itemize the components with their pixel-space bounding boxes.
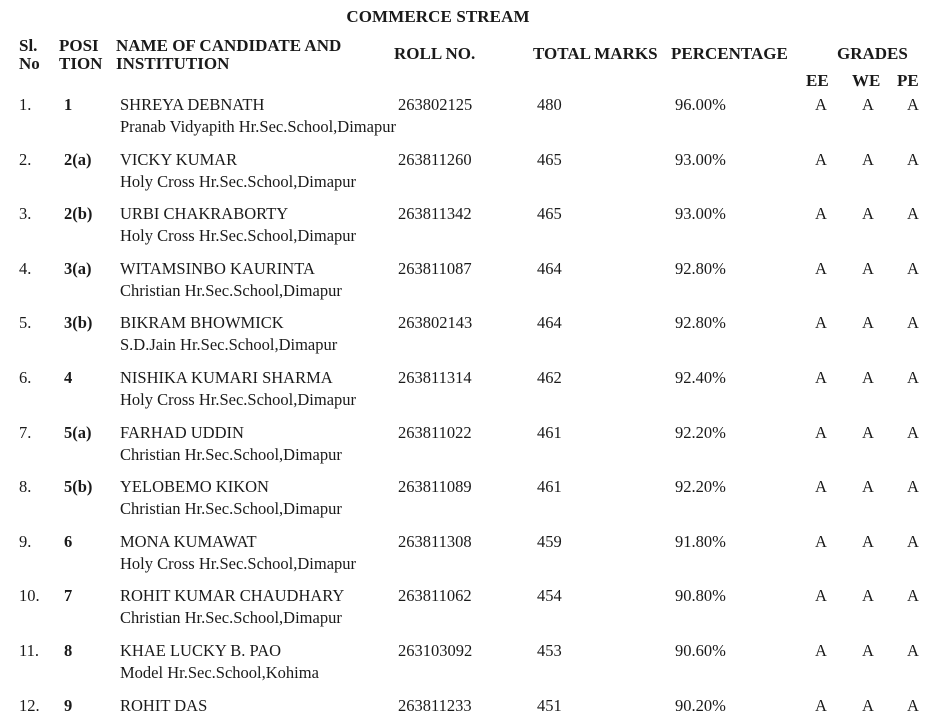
cell-total-marks: 465 [537, 150, 562, 169]
cell-candidate-name: ROHIT DAS [120, 696, 208, 715]
cell-position: 5(b) [64, 477, 93, 496]
cell-position: 3(a) [64, 259, 92, 278]
cell-candidate-name: WITAMSINBO KAURINTA [120, 259, 315, 278]
cell-grade-we: A [862, 641, 874, 660]
cell-institution: Model Hr.Sec.School,Kohima [120, 663, 319, 682]
cell-grade-we: A [862, 532, 874, 551]
cell-roll-no: 263811087 [398, 259, 472, 278]
cell-total-marks: 459 [537, 532, 562, 551]
cell-total-marks: 465 [537, 204, 562, 223]
cell-candidate-name: MONA KUMAWAT [120, 532, 257, 551]
cell-sl: 6. [19, 368, 32, 387]
cell-grade-pe: A [907, 477, 919, 496]
cell-roll-no: 263811342 [398, 204, 472, 223]
cell-grade-ee: A [815, 532, 827, 551]
cell-candidate-name: VICKY KUMAR [120, 150, 238, 169]
cell-grade-ee: A [815, 150, 827, 169]
cell-position: 5(a) [64, 423, 92, 442]
cell-grade-we: A [862, 368, 874, 387]
cell-institution: Holy Cross Hr.Sec.School,Dimapur [120, 554, 357, 573]
cell-candidate-name: BIKRAM BHOWMICK [120, 313, 284, 332]
cell-sl: 10. [19, 586, 40, 605]
cell-candidate-name: NISHIKA KUMARI SHARMA [120, 368, 333, 387]
page-title: COMMERCE STREAM [346, 7, 530, 26]
cell-sl: 3. [19, 204, 32, 223]
cell-grade-ee: A [815, 313, 827, 332]
cell-grade-ee: A [815, 696, 827, 715]
cell-institution: Christian Hr.Sec.School,Dimapur [120, 445, 342, 464]
cell-grade-pe: A [907, 313, 919, 332]
header-total-marks: TOTAL MARKS [533, 44, 658, 63]
cell-percentage: 91.80% [675, 532, 726, 551]
cell-total-marks: 453 [537, 641, 562, 660]
cell-roll-no: 263811022 [398, 423, 472, 442]
cell-total-marks: 462 [537, 368, 562, 387]
cell-candidate-name: SHREYA DEBNATH [120, 95, 265, 114]
cell-institution: Holy Cross Hr.Sec.School,Dimapur [120, 226, 357, 245]
cell-grade-we: A [862, 95, 874, 114]
cell-position: 3(b) [64, 313, 93, 332]
cell-institution: Holy Cross Hr.Sec.School,Dimapur [120, 390, 357, 409]
cell-grade-ee: A [815, 586, 827, 605]
cell-candidate-name: FARHAD UDDIN [120, 423, 244, 442]
cell-sl: 11. [19, 641, 40, 660]
cell-percentage: 96.00% [675, 95, 726, 114]
cell-total-marks: 461 [537, 423, 562, 442]
cell-grade-ee: A [815, 204, 827, 223]
cell-grade-pe: A [907, 641, 919, 660]
cell-position: 1 [64, 95, 73, 114]
cell-position: 7 [64, 586, 73, 605]
cell-grade-we: A [862, 423, 874, 442]
cell-total-marks: 451 [537, 696, 562, 715]
cell-candidate-name: URBI CHAKRABORTY [120, 204, 289, 223]
cell-institution: Christian Hr.Sec.School,Dimapur [120, 608, 342, 627]
cell-sl: 1. [19, 95, 32, 114]
cell-percentage: 92.20% [675, 477, 726, 496]
cell-grade-we: A [862, 259, 874, 278]
cell-sl: 12. [19, 696, 40, 715]
cell-roll-no: 263811308 [398, 532, 472, 551]
cell-total-marks: 464 [537, 259, 562, 278]
cell-position: 4 [64, 368, 73, 387]
cell-sl: 8. [19, 477, 32, 496]
cell-grade-we: A [862, 696, 874, 715]
header-grade-ee: EE [806, 71, 829, 90]
cell-percentage: 92.40% [675, 368, 726, 387]
cell-roll-no: 263811233 [398, 696, 472, 715]
cell-percentage: 92.80% [675, 259, 726, 278]
header-grade-pe: PE [897, 71, 919, 90]
header-position: POSI TION [59, 36, 103, 73]
header-sl: Sl. No [19, 36, 40, 73]
cell-roll-no: 263802143 [398, 313, 473, 332]
cell-grade-pe: A [907, 204, 919, 223]
cell-grade-we: A [862, 586, 874, 605]
cell-institution: Pranab Vidyapith Hr.Sec.School,Dimapur [120, 117, 396, 136]
cell-grade-pe: A [907, 259, 919, 278]
cell-sl: 9. [19, 532, 32, 551]
cell-roll-no: 263811062 [398, 586, 472, 605]
cell-sl: 2. [19, 150, 32, 169]
cell-total-marks: 464 [537, 313, 562, 332]
cell-grade-ee: A [815, 641, 827, 660]
cell-percentage: 92.20% [675, 423, 726, 442]
cell-position: 9 [64, 696, 73, 715]
cell-percentage: 90.80% [675, 586, 726, 605]
cell-candidate-name: ROHIT KUMAR CHAUDHARY [120, 586, 345, 605]
cell-institution: Christian Hr.Sec.School,Dimapur [120, 281, 342, 300]
cell-grade-ee: A [815, 423, 827, 442]
cell-grade-pe: A [907, 586, 919, 605]
cell-institution: Holy Cross Hr.Sec.School,Dimapur [120, 172, 357, 191]
cell-grade-pe: A [907, 368, 919, 387]
cell-candidate-name: KHAE LUCKY B. PAO [120, 641, 282, 660]
cell-sl: 5. [19, 313, 32, 332]
cell-grade-we: A [862, 477, 874, 496]
header-grade-we: WE [852, 71, 881, 90]
cell-position: 2(b) [64, 204, 93, 223]
cell-position: 2(a) [64, 150, 92, 169]
cell-grade-pe: A [907, 95, 919, 114]
cell-percentage: 90.60% [675, 641, 726, 660]
cell-roll-no: 263103092 [398, 641, 473, 660]
cell-grade-ee: A [815, 368, 827, 387]
header-percentage: PERCENTAGE [671, 44, 788, 63]
cell-grade-pe: A [907, 150, 919, 169]
cell-position: 6 [64, 532, 73, 551]
cell-candidate-name: YELOBEMO KIKON [120, 477, 269, 496]
cell-grade-ee: A [815, 477, 827, 496]
cell-roll-no: 263802125 [398, 95, 473, 114]
cell-institution: Christian Hr.Sec.School,Dimapur [120, 499, 342, 518]
cell-grade-we: A [862, 150, 874, 169]
cell-grade-ee: A [815, 259, 827, 278]
header-name-institution: NAME OF CANDIDATE AND INSTITUTION [116, 36, 342, 73]
cell-grade-we: A [862, 313, 874, 332]
cell-grade-pe: A [907, 423, 919, 442]
header-roll-no: ROLL NO. [394, 44, 476, 63]
cell-percentage: 93.00% [675, 204, 726, 223]
cell-total-marks: 461 [537, 477, 562, 496]
cell-roll-no: 263811260 [398, 150, 472, 169]
cell-sl: 7. [19, 423, 32, 442]
header-grades: GRADES [837, 44, 908, 63]
cell-percentage: 92.80% [675, 313, 726, 332]
cell-sl: 4. [19, 259, 32, 278]
cell-total-marks: 454 [537, 586, 562, 605]
cell-grade-ee: A [815, 95, 827, 114]
cell-grade-we: A [862, 204, 874, 223]
cell-roll-no: 263811089 [398, 477, 472, 496]
cell-roll-no: 263811314 [398, 368, 472, 387]
cell-percentage: 90.20% [675, 696, 726, 715]
cell-grade-pe: A [907, 532, 919, 551]
cell-percentage: 93.00% [675, 150, 726, 169]
cell-grade-pe: A [907, 696, 919, 715]
cell-position: 8 [64, 641, 73, 660]
cell-institution: S.D.Jain Hr.Sec.School,Dimapur [120, 335, 338, 354]
cell-total-marks: 480 [537, 95, 562, 114]
